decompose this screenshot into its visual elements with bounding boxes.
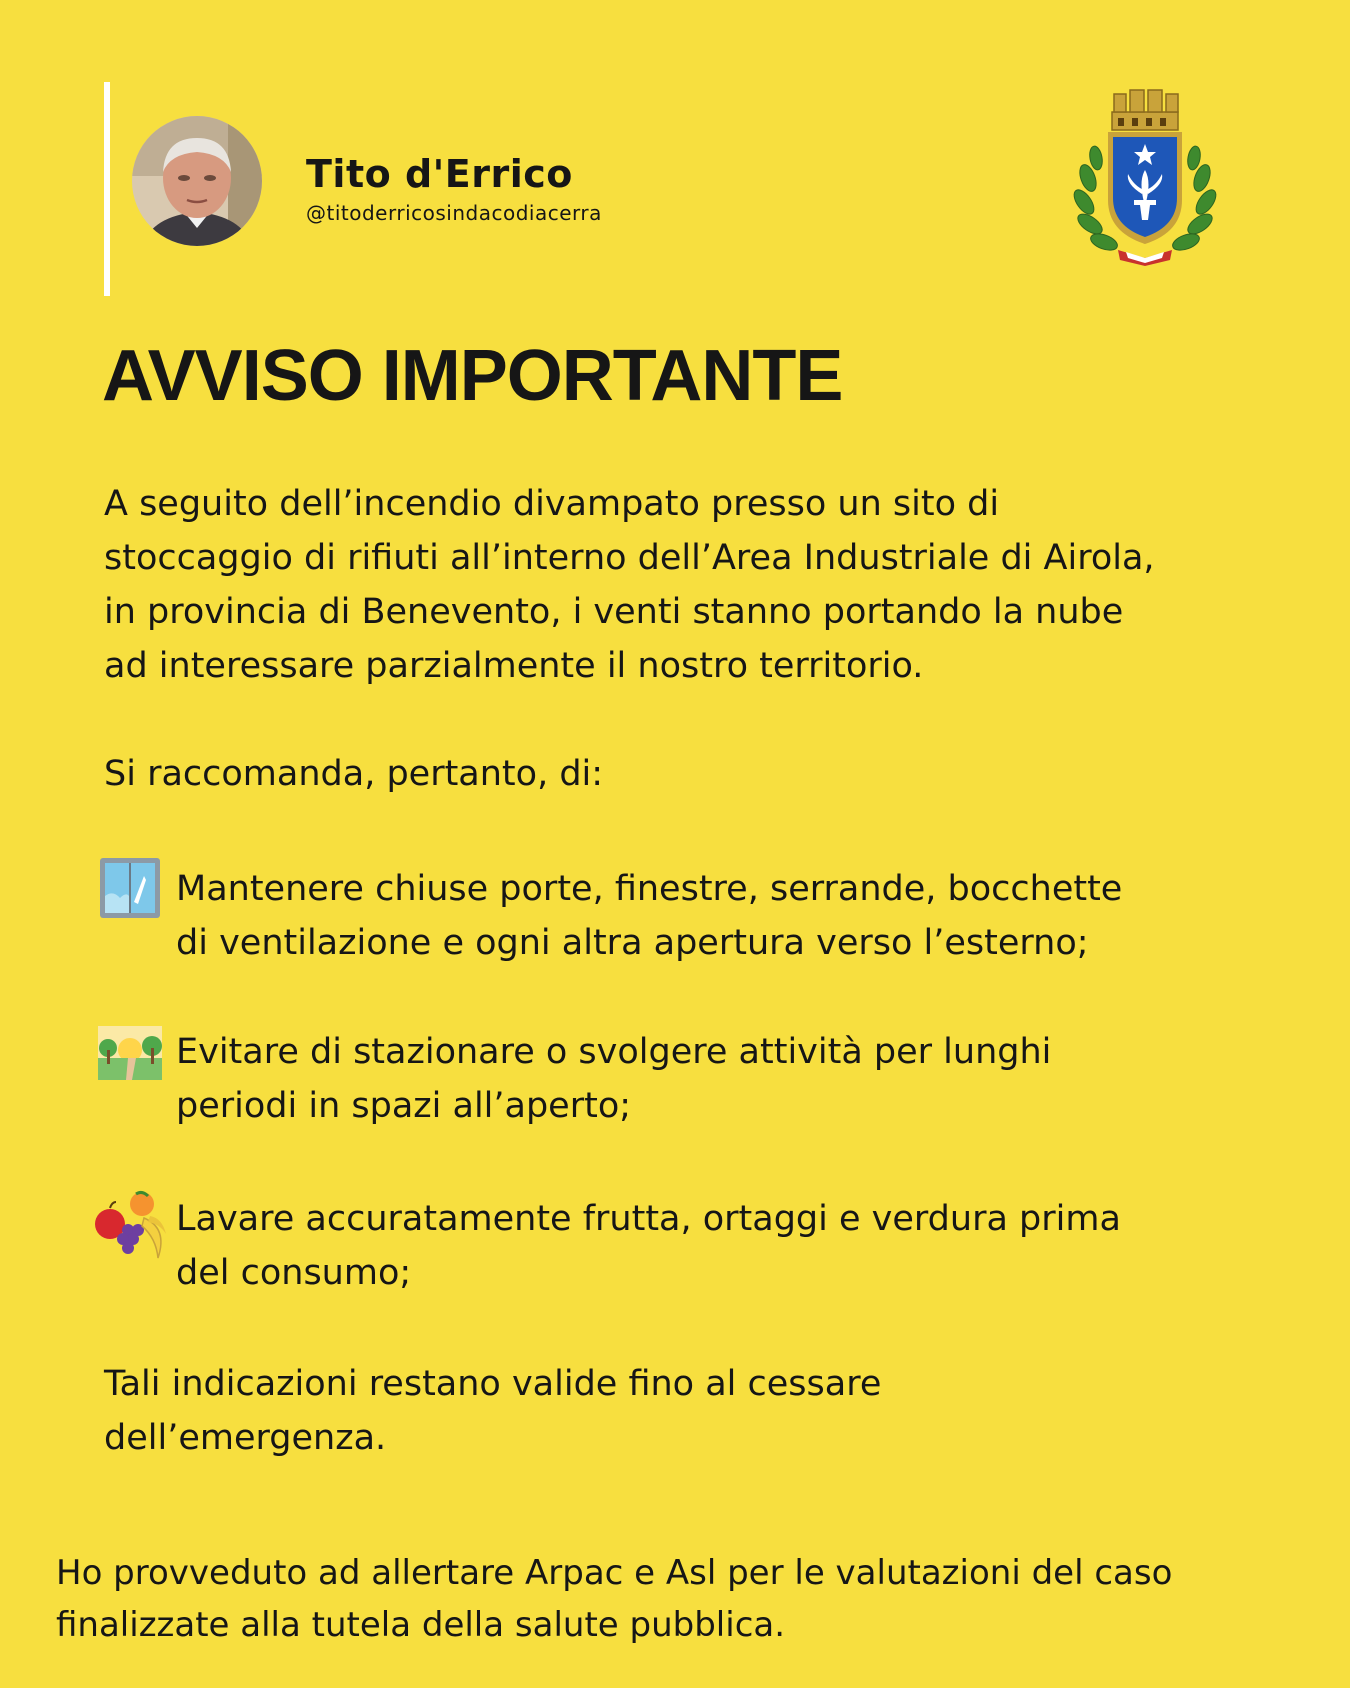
- intro-line: stoccaggio di rifiuti all’interno dell’Area Industriale di Airola,: [104, 538, 1155, 578]
- bullet-item-wash-food: [176, 1192, 1121, 1300]
- bullet-item-windows: [176, 862, 1122, 970]
- bullet-line: periodi in spazi all’aperto;: [176, 1086, 632, 1126]
- coat-of-arms-logo: [1070, 82, 1220, 268]
- intro-line: A seguito dell’incendio divampato presso un sito di: [104, 484, 1000, 524]
- footer-line: Ho provveduto ad allertare Arpac e Asl per le valutazioni del caso: [56, 1553, 1173, 1593]
- validity-paragraph: [104, 1357, 1304, 1465]
- bullet-line: di ventilazione e ogni altra apertura verso l’esterno;: [176, 923, 1089, 963]
- recommend-line: [104, 747, 1304, 801]
- window-icon: [98, 856, 162, 920]
- page-title: AVVISO IMPORTANTE: [102, 336, 843, 416]
- author-handle[interactable]: @titoderricosindacodiacerra: [306, 201, 602, 225]
- intro-line: ad interessare parzialmente il nostro territorio.: [104, 646, 924, 686]
- author-name[interactable]: Tito d'Errico: [306, 152, 573, 196]
- bullet-line: del consumo;: [176, 1253, 412, 1293]
- bullet-line: Lavare accuratamente frutta, ortaggi e verdura prima: [176, 1199, 1121, 1239]
- intro-paragraph: [104, 477, 1304, 693]
- bullet-line: Evitare di stazionare o svolgere attività per lunghi: [176, 1032, 1052, 1072]
- quote-accent-bar: [104, 82, 110, 296]
- validity-line: dell’emergenza.: [104, 1418, 387, 1458]
- footer-line: finalizzate alla tutela della salute pubblica.: [56, 1605, 786, 1645]
- validity-line: Tali indicazioni restano valide fino al cessare: [104, 1364, 882, 1404]
- bullet-line: Mantenere chiuse porte, finestre, serrande, bocchette: [176, 869, 1123, 909]
- bullet-item-outdoors: [176, 1025, 1051, 1133]
- author-avatar[interactable]: [132, 116, 262, 246]
- fruits-icon: [92, 1188, 156, 1252]
- park-icon: [98, 1020, 162, 1084]
- recommend-text: Si raccomanda, pertanto, di:: [104, 754, 604, 794]
- footer-note: [56, 1547, 1172, 1651]
- intro-line: in provincia di Benevento, i venti stanno portando la nube: [104, 592, 1124, 632]
